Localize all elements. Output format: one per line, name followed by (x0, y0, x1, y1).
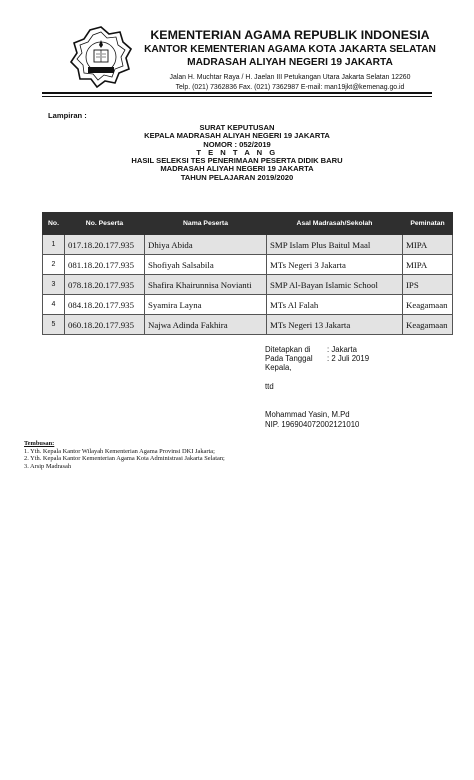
cell-nama: Najwa Adinda Fakhira (145, 315, 267, 335)
cell-peminatan: IPS (403, 275, 453, 295)
tembusan (24, 440, 225, 470)
cell-no-peserta: 081.18.20.177.935 (65, 255, 145, 275)
cell-asal: MTs Negeri 13 Jakarta (267, 315, 403, 335)
cell-no: 1 (43, 235, 65, 255)
cell-nama: Syamira Layna (145, 295, 267, 315)
table-header-row (43, 213, 453, 235)
sig-position: Kepala, (265, 363, 292, 372)
table-row (43, 315, 453, 335)
cell-no: 2 (43, 255, 65, 275)
school-name: MADRASAH ALIYAH NEGERI 19 JAKARTA (187, 57, 393, 68)
table-row (43, 275, 453, 295)
col-header-asal: Asal Madrasah/Sekolah (267, 213, 403, 235)
cell-nama: Shofiyah Salsabila (145, 255, 267, 275)
school-contact: Telp. (021) 7362836 Fax. (021) 7362987 E-mail: man19jkt@kemenag.go.id (175, 83, 405, 91)
cell-no: 4 (43, 295, 65, 315)
school-address: Jalan H. Muchtar Raya / H. Jaelan III Petukangan Utara Jakarta Selatan 12260 (169, 74, 411, 81)
tembusan-item: 1. Yth. Kepala Kantor Wilayah Kementerian Agama Provinsi DKI Jakarta; (24, 447, 215, 455)
cell-no-peserta: 084.18.20.177.935 (65, 295, 145, 315)
decree-subject-2: MADRASAH ALIYAH NEGERI 19 JAKARTA (160, 164, 314, 174)
cell-peminatan: Keagamaan (403, 315, 453, 335)
letterhead-rule-thick (42, 92, 432, 94)
kemenag-logo (70, 26, 132, 88)
cell-no: 5 (43, 315, 65, 335)
decree-subject-1: HASIL SELEKSI TES PENERIMAAN PESERTA DIDIK BARU (131, 156, 343, 166)
cell-nama: Shafira Khairunnisa Novianti (145, 275, 267, 295)
cell-no-peserta: 060.18.20.177.935 (65, 315, 145, 335)
cell-asal: SMP Islam Plus Baitul Maal (267, 235, 403, 255)
col-header-peminatan: Peminatan (403, 213, 453, 235)
decree-about: T E N T A N G (196, 147, 278, 157)
decree-issuer: KEPALA MADRASAH ALIYAH NEGERI 19 JAKARTA (144, 131, 330, 141)
office-name: KANTOR KEMENTERIAN AGAMA KOTA JAKARTA SELATAN (144, 44, 436, 55)
sig-date (265, 354, 369, 363)
cell-nama: Dhiya Abida (145, 235, 267, 255)
table-row (43, 295, 453, 315)
table-row (43, 255, 453, 275)
decree-subject-3: TAHUN PELAJARAN 2019/2020 (180, 172, 294, 182)
tembusan-item: 2. Yth. Kepala Kantor Kementerian Agama Kota Administrasi Jakarta Selatan; (24, 455, 225, 463)
cell-peminatan: MIPA (403, 235, 453, 255)
decree-title: SURAT KEPUTUSAN (199, 123, 275, 132)
col-header-no-peserta: No. Peserta (65, 213, 145, 235)
cell-no-peserta: 017.18.20.177.935 (65, 235, 145, 255)
tembusan-title: Tembusan: (24, 440, 55, 447)
cell-asal: MTs Negeri 3 Jakarta (267, 255, 403, 275)
sig-name: Mohammad Yasin, M.Pd (265, 410, 350, 419)
col-header-nama: Nama Peserta (145, 213, 267, 235)
cell-asal: MTs Al Falah (267, 295, 403, 315)
decree-heading (42, 124, 432, 182)
sig-place-value: : Jakarta (327, 345, 357, 354)
sig-date-label: Pada Tanggal (265, 354, 313, 363)
sig-place-label: Ditetapkan di (265, 345, 311, 354)
cell-no: 3 (43, 275, 65, 295)
lampiran-label: Lampiran : (48, 111, 87, 120)
sig-nip: NIP. 196904072002121010 (265, 420, 360, 429)
cell-asal: SMP Al-Bayan Islamic School (267, 275, 403, 295)
participants-table (42, 212, 453, 335)
sig-date-value: : 2 Juli 2019 (327, 354, 370, 363)
cell-no-peserta: 078.18.20.177.935 (65, 275, 145, 295)
letterhead-rule-thin (42, 96, 432, 97)
sig-ttd: ttd (265, 382, 274, 391)
cell-peminatan: Keagamaan (403, 295, 453, 315)
ministry-name: KEMENTERIAN AGAMA REPUBLIK INDONESIA (150, 28, 430, 42)
col-header-no: No. (43, 213, 65, 235)
table-row (43, 235, 453, 255)
cell-peminatan: MIPA (403, 255, 453, 275)
decree-number: NOMOR : 052/2019 (203, 139, 271, 149)
letterhead (140, 28, 440, 92)
tembusan-item: 3. Arsip Madrasah (24, 462, 72, 470)
sig-place (265, 345, 357, 354)
